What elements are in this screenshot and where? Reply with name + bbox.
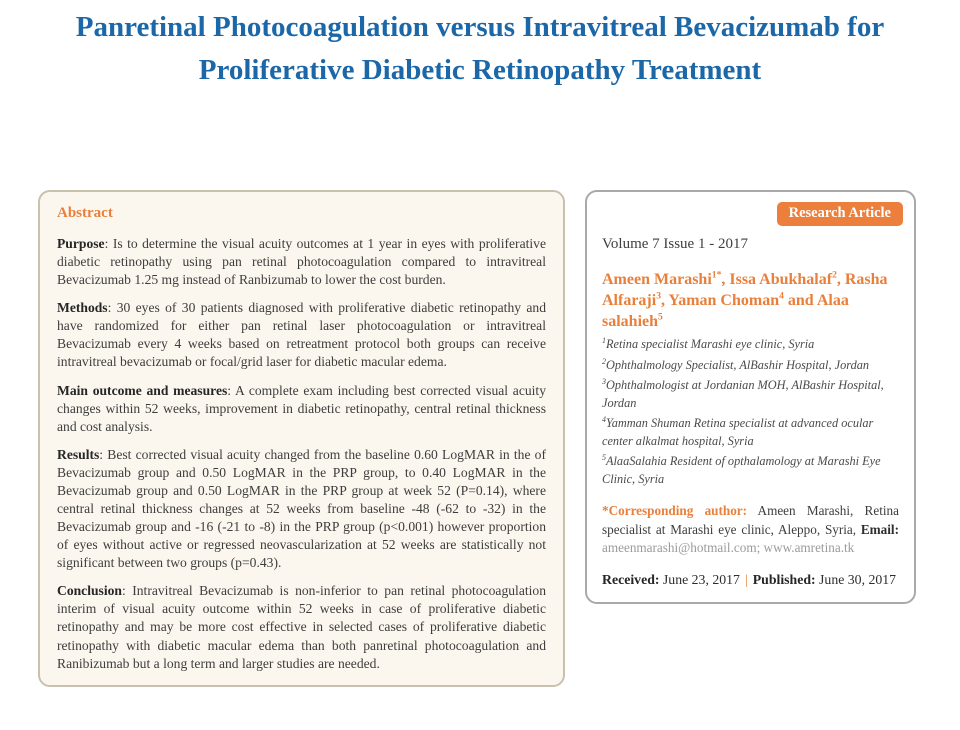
author-name: Rasha Alfaraji$^3$ (602, 271, 888, 310)
date-separator: | (744, 571, 748, 587)
affiliation-superscript: 3 (602, 377, 606, 387)
author-superscript: 3 (656, 290, 661, 302)
author-superscript: 4 (779, 290, 784, 302)
dates-line (602, 572, 899, 588)
abstract-section: Methods: 30 eyes of 30 patients diagnosed with proliferative diabetic retinopathy and have randomized for either pan retinal laser photocoagulation or intravitreal Bevacizumab every 4 weeks based on retreatment protocol both groups can receive intravitreal bevacizumab or focal/grid laser for diabetic macular edema. (57, 300, 546, 370)
author-name: Yaman Choman$^4$ (668, 290, 784, 310)
abstract-sections (57, 235, 546, 673)
affiliation: $^2$Ophthalmology Specialist, AlBashir Hospital, Jordan (602, 356, 870, 372)
article-type-badge: Research Article (777, 202, 903, 226)
author-name: Ameen Marashi$^{1*}$ (602, 269, 722, 288)
affiliation: $^5$AlaaSalahia Resident of opthalamology at Marashi Eye Clinic, Syria (602, 453, 881, 486)
section-label: Results (57, 446, 100, 462)
authors-line: Ameen Marashi$^{1*}$, Issa Abukhalaf$^2$, Rasha Alfaraji$^3$, Yaman Choman$^4$ and Alaa salahieh$^5$ (602, 269, 888, 331)
author-name: Issa Abukhalaf$^2$ (729, 269, 837, 288)
abstract-section: Purpose: Is to determine the visual acuity outcomes at 1 year in eyes with proliferative diabetic retinopathy using pan retinal photocoagulation compared to intravitreal Bevacizumab 1.25 mg instead of Ranbizumab to lower the cost burden. (57, 236, 546, 288)
affiliation-superscript: 1 (602, 336, 606, 346)
abstract-heading: Abstract (57, 205, 113, 221)
affiliation-superscript: 2 (602, 356, 606, 366)
author-superscript: 1* (711, 269, 722, 281)
article-title: Panretinal Photocoagulation versus Intravitreal Bevacizumab for Proliferative Diabetic Retinopathy Treatment (75, 11, 885, 86)
article-info-card (585, 190, 916, 604)
author-superscript: 5 (658, 311, 663, 323)
abstract-card (38, 190, 565, 687)
section-label: Main outcome and measures (57, 382, 228, 398)
section-label: Methods (57, 300, 108, 316)
corresponding-contact-link[interactable]: ameenmarashi@hotmail.com; www.amretina.tk (602, 540, 855, 556)
affiliation: $^1$Retina specialist Marashi eye clinic, Syria (602, 336, 815, 352)
published-label: Published: (752, 571, 816, 587)
email-label: Email: (860, 521, 899, 537)
section-label: Purpose (57, 236, 105, 251)
corresponding-author-label: *Corresponding author: (602, 503, 748, 519)
abstract-section: Main outcome and measures: A complete exam including best corrected visual acuity changes within 52 weeks, improvement in diabetic retinopathy, central retinal thickness and cost analysis. (57, 382, 547, 434)
section-label: Conclusion (57, 583, 122, 599)
affiliations-list (602, 335, 899, 488)
abstract-section: Results: Best corrected visual acuity changed from the baseline 0.60 LogMAR in the of Bevacizumab group and 0.50 LogMAR in the PRP group, to 0.40 LogMAR in the Bevacizumab group and 0.50 LogMAR in the PRP group at week 52 (P=0.14), where central retinal thickness changes at 52 weeks from baseline -48 (-62 to -32) in the Bevacizumab group and -16 (-21 to -8) in the PRP group (p<0.001) however proportion of eyes without active or regressed neovascularization at 52 weeks are statistically not significant between two groups (p=0.43). (57, 446, 546, 571)
author-name: Alaa salahieh$^5$ (602, 292, 849, 331)
corresponding-author-text: Ameen Marashi, Retina specialist at Marashi eye clinic, Aleppo, Syria, (602, 503, 899, 537)
volume-issue: Volume 7 Issue 1 - 2017 (602, 236, 748, 252)
received-date: June 23, 2017 (662, 571, 740, 587)
badge-row (602, 202, 903, 226)
affiliation: $^3$Ophthalmologist at Jordanian MOH, AlBashir Hospital, Jordan (602, 377, 884, 410)
affiliation-superscript: 5 (602, 453, 606, 463)
author-superscript: 2 (832, 269, 837, 281)
corresponding-author-block (602, 502, 899, 557)
affiliation-superscript: 4 (602, 415, 606, 425)
received-label: Received: (602, 571, 660, 587)
abstract-section: Conclusion: Intravitreal Bevacizumab is non-inferior to pan retinal photocoagulation interim of visual acuity outcome within 52 weeks in case of proliferative diabetic retinopathy and may be more cost effective in selected cases of proliferative diabetic retinopathy with diabetic macular edema than both panretinal photocoagulation and Ranibizumab but a long term and larger studies are needed. (57, 583, 546, 671)
published-date: June 30, 2017 (819, 571, 897, 587)
affiliation: $^4$Yamman Shuman Retina specialist at advanced ocular center alkalmat hospital, Syria (602, 415, 874, 448)
